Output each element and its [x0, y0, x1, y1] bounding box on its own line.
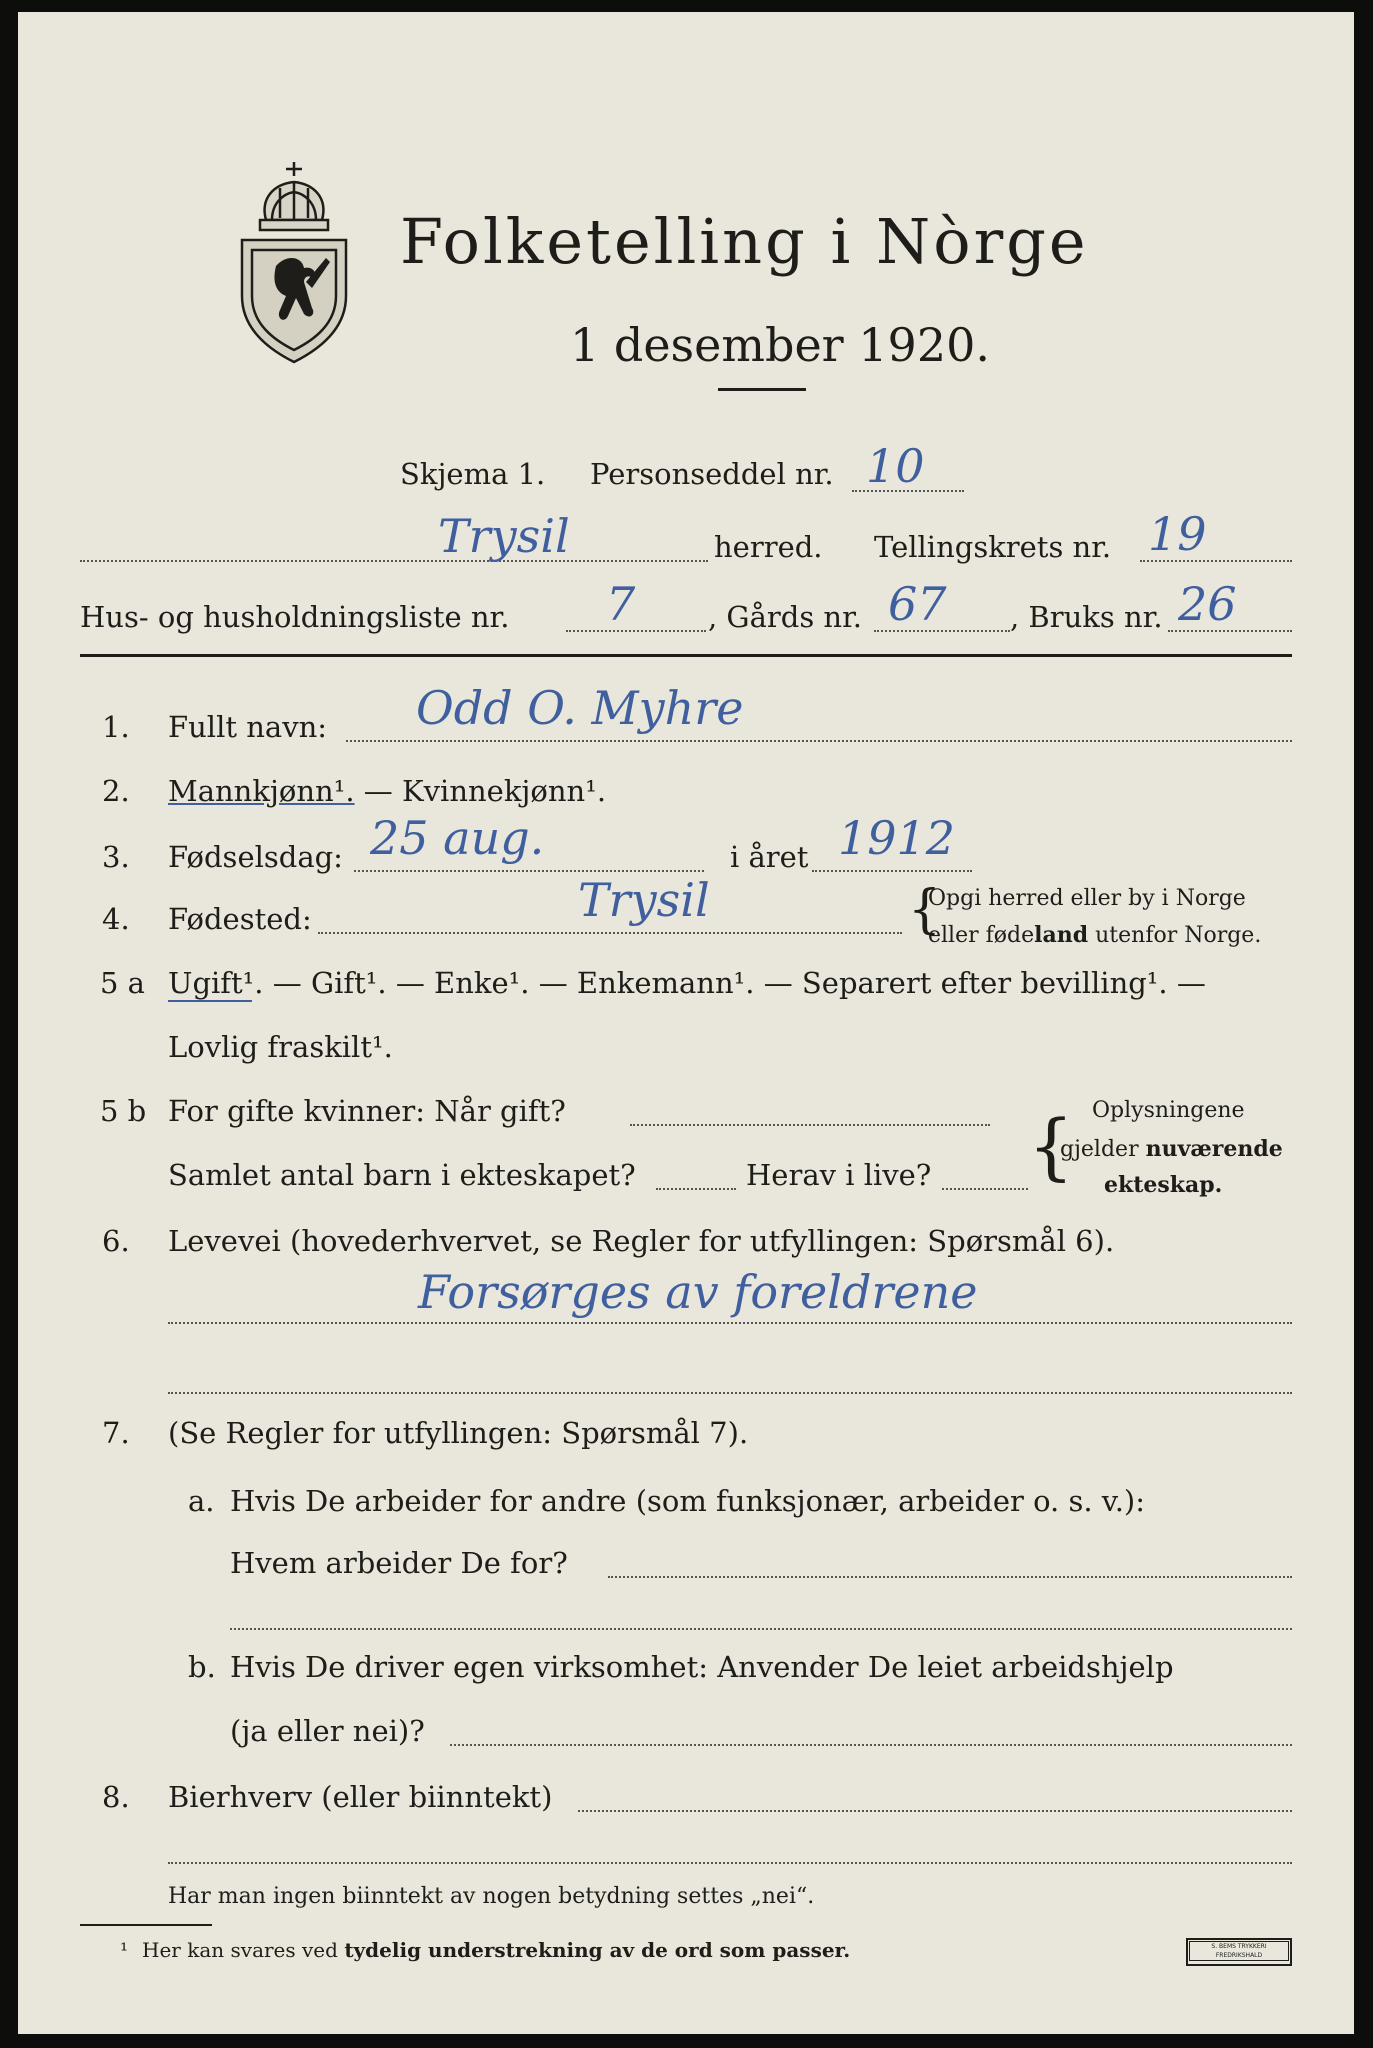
side-income-field-line2[interactable] [168, 1862, 1292, 1864]
q7-number: 7. [102, 1416, 130, 1450]
q7a-letter: a. [188, 1484, 215, 1518]
q8-label: Bierhverv (eller biinntekt) [168, 1780, 553, 1814]
employer-field-line2[interactable] [230, 1628, 1292, 1630]
header-rule [80, 654, 1292, 657]
form-date: 1 desember 1920. [570, 318, 990, 372]
year-label: i året [730, 840, 809, 874]
q3-number: 3. [102, 840, 130, 874]
q7a-line1: Hvis De arbeider for andre (som funksjonær, arbeider o. s. v.): [230, 1484, 1146, 1518]
birthplace-field[interactable] [318, 932, 902, 934]
printer-stamp: S. BEMS TRYKKERI FREDRIKSHALD [1186, 1938, 1292, 1966]
coat-of-arms-icon [232, 158, 356, 366]
bruks-value: 26 [1178, 577, 1237, 631]
q5b-number: 5 b [100, 1094, 147, 1128]
q7a-line2: Hvem arbeider De for? [230, 1546, 568, 1580]
q7b-line1: Hvis De driver egen virksomhet: Anvender De leiet arbeidshjelp [230, 1650, 1174, 1684]
footnote: ¹ Her kan svares ved tydelig understrekning av de ord som passer. [120, 1938, 851, 1962]
q4-brace: { [908, 880, 942, 940]
q6-number: 6. [102, 1224, 130, 1258]
q5b-note-3: ekteskap. [1104, 1172, 1223, 1198]
side-income-note: Har man ingen biinntekt av nogen betydning settes „nei“. [168, 1884, 815, 1909]
q5b-note-1: Oplysningene [1092, 1098, 1245, 1123]
birth-year-field[interactable] [812, 870, 972, 872]
occupation-value: Forsørges av foreldrene [418, 1265, 978, 1319]
footnote-mark: ¹ [120, 1938, 129, 1962]
occupation-field[interactable] [168, 1322, 1292, 1324]
q5b-line1: For gifte kvinner: Når gift? [168, 1094, 566, 1128]
children-alive-field[interactable] [942, 1188, 1028, 1190]
q5a-number: 5 a [100, 966, 145, 1000]
birthplace-value: Trysil [578, 873, 710, 927]
q7-label: (Se Regler for utfyllingen: Spørsmål 7). [168, 1416, 749, 1450]
q3-label: Fødselsdag: [168, 840, 343, 874]
q4-note-line2: eller fødeland utenfor Norge. [928, 922, 1262, 948]
birth-year-value: 1912 [838, 811, 956, 865]
census-form [18, 12, 1354, 2034]
q2-number: 2. [102, 774, 130, 808]
marital-status-options-line2[interactable]: Lovlig fraskilt¹. [168, 1030, 393, 1064]
q8-number: 8. [102, 1780, 130, 1814]
herred-label: herred. [714, 530, 823, 564]
hus-label: Hus- og husholdningsliste nr. [80, 600, 510, 634]
gards-value: 67 [888, 577, 947, 631]
herred-value: Trysil [438, 509, 570, 563]
occupation-field-line2[interactable] [168, 1392, 1292, 1394]
form-title: Folketelling i Nòrge [400, 205, 1089, 278]
q7b-letter: b. [188, 1650, 216, 1684]
employer-field[interactable] [608, 1576, 1292, 1578]
children-count-field[interactable] [656, 1188, 736, 1190]
herred-field[interactable] [80, 560, 708, 562]
birthday-field[interactable] [354, 870, 704, 872]
married-when-field[interactable] [630, 1124, 990, 1126]
marital-status-options[interactable]: Ugift¹. — Gift¹. — Enke¹. — Enkemann¹. — Separert efter bevilling¹. — [168, 966, 1206, 1000]
hired-help-field[interactable] [450, 1744, 1292, 1746]
side-income-field[interactable] [578, 1810, 1292, 1812]
ugift-underline [168, 1000, 252, 1002]
birthday-value: 25 aug. [370, 811, 545, 865]
personseddel-value: 10 [866, 439, 925, 493]
q4-label: Fødested: [168, 902, 312, 936]
tellingskrets-label: Tellingskrets nr. [874, 530, 1112, 564]
female-option[interactable]: Kvinnekjønn¹. [402, 774, 607, 808]
q4-number: 4. [102, 902, 130, 936]
q6-label: Levevei (hovederhvervet, se Regler for utfyllingen: Spørsmål 6). [168, 1224, 1115, 1258]
q4-note-line1: Opgi herred eller by i Norge [928, 886, 1246, 911]
q5b-brace: { [1028, 1104, 1074, 1188]
tellingskrets-value: 19 [1148, 507, 1207, 561]
bruks-label: , Bruks nr. [1010, 600, 1163, 634]
full-name-value: Odd O. Myhre [416, 681, 744, 735]
q7b-line2: (ja eller nei)? [230, 1714, 425, 1748]
gards-label: , Gårds nr. [708, 600, 862, 634]
q2-gender-options [168, 774, 606, 808]
footnote-rule [80, 1924, 212, 1926]
hus-field[interactable] [566, 630, 706, 632]
q5b-alive-label: Herav i live? [746, 1158, 932, 1192]
q1-number: 1. [102, 710, 130, 744]
male-option[interactable]: Mannkjønn¹. [168, 774, 355, 808]
q1-label: Fullt navn: [168, 710, 328, 744]
title-divider [718, 388, 806, 391]
full-name-field[interactable] [346, 740, 1292, 742]
q5b-children-label: Samlet antal barn i ekteskapet? [168, 1158, 636, 1192]
skjema-label: Skjema 1. [400, 457, 546, 491]
hus-value: 7 [606, 577, 636, 631]
personseddel-label: Personseddel nr. [590, 457, 834, 491]
gender-separator: — [354, 774, 402, 808]
q5b-note-2: gjelder nuværende [1060, 1136, 1283, 1162]
